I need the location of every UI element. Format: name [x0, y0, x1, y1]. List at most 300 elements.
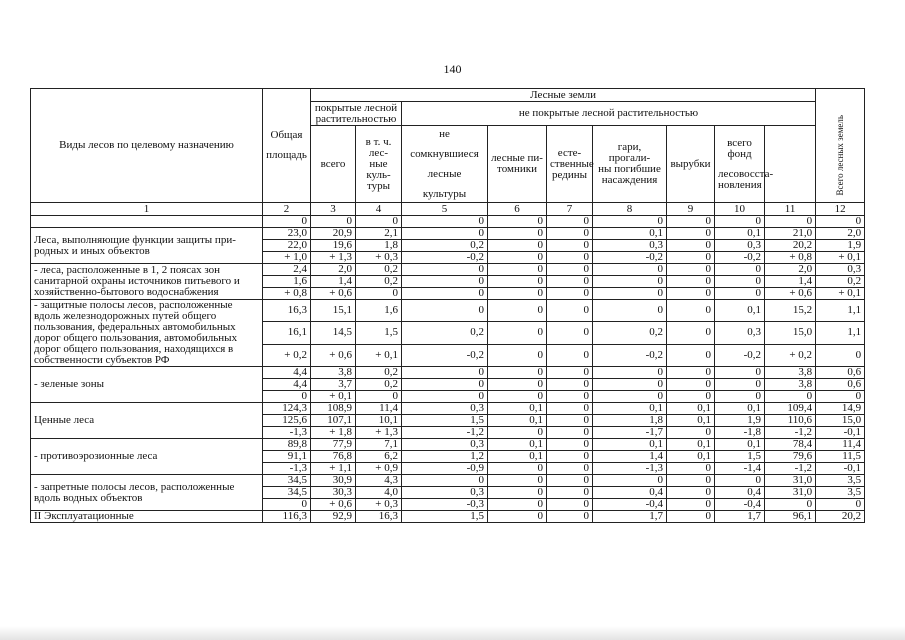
table-cell: 0 [488, 463, 547, 475]
table-cell: -1,2 [765, 463, 816, 475]
table-cell: 0 [488, 427, 547, 439]
table-cell: 19,6 [311, 240, 356, 252]
table-cell: 0,2 [816, 276, 865, 288]
row-group-name-line: санитарной охраны источников питьевого и [34, 275, 240, 287]
table-cell: 91,1 [263, 451, 311, 463]
column-number: 12 [816, 203, 865, 216]
table-cell: 0 [402, 216, 488, 228]
table-cell: 0 [667, 228, 715, 240]
table-cell: 22,0 [263, 240, 311, 252]
table-row [31, 403, 865, 415]
table-cell: 0 [263, 216, 311, 228]
table-cell: 0,1 [667, 403, 715, 415]
table-cell: + 0,1 [816, 288, 865, 300]
table-cell: + 0,9 [356, 463, 402, 475]
table-cell: 0 [667, 288, 715, 300]
table-cell: 1,4 [765, 276, 816, 288]
table-cell: 0 [402, 288, 488, 300]
table-cell: 16,3 [263, 300, 311, 322]
column-number: 7 [547, 203, 593, 216]
table-cell: 0 [488, 391, 547, 403]
table-cell: -1,8 [715, 427, 765, 439]
table-cell: 0,2 [402, 322, 488, 344]
table-cell: 0 [488, 276, 547, 288]
column-number-row [31, 203, 865, 216]
header-not-covered: не покрытые лесной растительностью [402, 102, 816, 126]
table-cell: 0 [547, 427, 593, 439]
table-cell: + 1,0 [263, 252, 311, 264]
table-cell: 0 [547, 240, 593, 252]
table-cell: 10,1 [356, 415, 402, 427]
table-cell: 0 [765, 216, 816, 228]
table-cell: 0,1 [715, 439, 765, 451]
table-cell: 31,0 [765, 475, 816, 487]
table-cell: 0 [402, 475, 488, 487]
table-cell: 0 [402, 228, 488, 240]
row-group-name-line: собственности субъектов РФ [34, 354, 170, 366]
header-forest-lands: Лесные земли [311, 89, 816, 102]
table-cell: 0 [667, 367, 715, 379]
table-cell: 0 [547, 288, 593, 300]
header-clearings: вырубки [667, 126, 715, 203]
table-cell: 89,8 [263, 439, 311, 451]
table-cell: 0 [356, 288, 402, 300]
table-cell: 0 [816, 344, 865, 366]
table-cell: 0 [547, 391, 593, 403]
header-kind: Виды лесов по целевому назначению [31, 89, 263, 203]
header-covered-total: всего [311, 126, 356, 203]
table-cell: 7,1 [356, 439, 402, 451]
table-cell: 0 [263, 499, 311, 511]
table-cell: 20,9 [311, 228, 356, 240]
table-cell: 0,6 [816, 379, 865, 391]
table-cell: 3,8 [765, 367, 816, 379]
table-row [31, 475, 865, 487]
table-cell: 34,5 [263, 487, 311, 499]
table-cell: 76,8 [311, 451, 356, 463]
table-cell: 0 [667, 300, 715, 322]
table-cell: 1,5 [402, 415, 488, 427]
table-cell: 0 [667, 391, 715, 403]
table-cell: 0 [547, 264, 593, 276]
table-cell: -0,1 [816, 427, 865, 439]
table-cell: 1,9 [715, 415, 765, 427]
row-group-name-line: Ценные леса [34, 414, 95, 426]
column-number: 6 [488, 203, 547, 216]
table-cell: 0 [547, 322, 593, 344]
table-cell: 14,5 [311, 322, 356, 344]
table-cell: 4,0 [356, 487, 402, 499]
table-cell: 15,0 [816, 415, 865, 427]
table-cell: 0,3 [715, 240, 765, 252]
table-cell: -1,7 [593, 427, 667, 439]
table-cell: 0,3 [402, 403, 488, 415]
table-cell: 0 [402, 391, 488, 403]
table-cell: + 0,2 [263, 344, 311, 366]
row-group-name-line: дорог общего пользования, находящихся в [34, 343, 234, 355]
table-cell: 0,1 [667, 415, 715, 427]
table-cell: 0 [667, 344, 715, 366]
table-cell: 16,1 [263, 322, 311, 344]
table-cell: -0,3 [402, 499, 488, 511]
table-cell: 1,5 [402, 511, 488, 523]
table-cell: 1,9 [816, 240, 865, 252]
table-cell: 107,1 [311, 415, 356, 427]
table-cell: -0,4 [715, 499, 765, 511]
table-cell: 2,0 [765, 264, 816, 276]
table-cell: 0,4 [593, 487, 667, 499]
table-cell: 0 [547, 451, 593, 463]
table-cell: + 0,3 [356, 499, 402, 511]
table-row [31, 367, 865, 379]
column-number: 8 [593, 203, 667, 216]
table-cell: 11,5 [816, 451, 865, 463]
empty-name-cell [31, 216, 263, 228]
table-cell: 0,2 [356, 276, 402, 288]
table-cell: 0 [547, 344, 593, 366]
table-cell: 0,1 [593, 439, 667, 451]
table-row [31, 439, 865, 451]
table-cell: 0 [715, 216, 765, 228]
table-row [31, 216, 865, 228]
table-cell: 77,9 [311, 439, 356, 451]
table-cell: 0 [765, 391, 816, 403]
table-cell: + 0,1 [816, 252, 865, 264]
table-cell: 108,9 [311, 403, 356, 415]
table-cell: 31,0 [765, 487, 816, 499]
table-cell: 21,0 [765, 228, 816, 240]
table-cell: -0,2 [402, 252, 488, 264]
table-cell: 1,4 [311, 276, 356, 288]
table-cell: 0,2 [593, 322, 667, 344]
table-cell: 0 [715, 367, 765, 379]
table-cell: + 0,6 [311, 499, 356, 511]
table-cell: 1,6 [263, 276, 311, 288]
table-cell: 0 [667, 499, 715, 511]
table-cell: 1,4 [593, 451, 667, 463]
table-cell: + 0,6 [765, 288, 816, 300]
row-group-name-line: пользования, федеральных автомобильных [34, 321, 236, 333]
table-cell: 0,1 [715, 228, 765, 240]
table-cell: 0 [488, 475, 547, 487]
table-cell: 0,1 [488, 415, 547, 427]
scan-shadow [0, 626, 905, 640]
table-cell: 34,5 [263, 475, 311, 487]
table-cell: 2,0 [816, 228, 865, 240]
table-cell: 0 [488, 367, 547, 379]
table-cell: + 0,8 [765, 252, 816, 264]
column-number: 2 [263, 203, 311, 216]
table-cell: 3,5 [816, 475, 865, 487]
table-cell: -1,3 [263, 463, 311, 475]
table-cell: 0 [488, 379, 547, 391]
table-cell: 3,7 [311, 379, 356, 391]
table-cell: 78,4 [765, 439, 816, 451]
table-cell: 0 [547, 367, 593, 379]
table-cell: 0 [547, 403, 593, 415]
table-cell: 0 [547, 439, 593, 451]
table-cell: 0,1 [488, 451, 547, 463]
table-cell: 0 [667, 379, 715, 391]
table-cell: 4,4 [263, 379, 311, 391]
table-row [31, 228, 865, 240]
table-cell: 0,1 [715, 300, 765, 322]
column-number: 9 [667, 203, 715, 216]
column-number: 5 [402, 203, 488, 216]
table-cell: 0 [547, 475, 593, 487]
table-cell: 0 [547, 228, 593, 240]
table-cell: 0 [715, 475, 765, 487]
table-cell: 0 [667, 511, 715, 523]
table-cell: 11,4 [816, 439, 865, 451]
table-cell: 0 [547, 276, 593, 288]
table-cell: + 0,8 [263, 288, 311, 300]
table-cell: 1,2 [402, 451, 488, 463]
table-cell: 0 [667, 252, 715, 264]
table-cell: 96,1 [765, 511, 816, 523]
table-cell: 0 [488, 322, 547, 344]
table-cell: 0,2 [356, 264, 402, 276]
table-cell: 30,9 [311, 475, 356, 487]
table-cell: 0 [667, 487, 715, 499]
table-cell: 0 [667, 322, 715, 344]
row-group-name-line: - зеленые зоны [34, 378, 104, 390]
table-cell: 0 [547, 379, 593, 391]
table-cell: 0,2 [356, 367, 402, 379]
table-cell: + 1,3 [311, 252, 356, 264]
table-body [31, 216, 865, 523]
table-cell: -1,3 [263, 427, 311, 439]
header-covered: покрытые лесной растительностью [311, 102, 402, 126]
table-cell: 0,3 [715, 322, 765, 344]
table-cell: 30,3 [311, 487, 356, 499]
table-cell: 0 [816, 391, 865, 403]
table-cell: + 0,1 [311, 391, 356, 403]
table-cell: + 0,6 [311, 344, 356, 366]
table-cell: 0 [667, 264, 715, 276]
table-cell: 0,2 [402, 240, 488, 252]
table-cell: 0 [816, 216, 865, 228]
table-cell: -0,4 [593, 499, 667, 511]
table-cell: 3,8 [311, 367, 356, 379]
table-cell: 3,8 [765, 379, 816, 391]
row-group-name [31, 475, 263, 511]
header-covered-cultures: в т. ч. лес- ные куль- туры [356, 126, 402, 203]
table-cell: 1,1 [816, 300, 865, 322]
table-cell: 0 [816, 499, 865, 511]
table-cell: 0 [715, 391, 765, 403]
table-cell: 0 [667, 427, 715, 439]
table-cell: 0 [263, 391, 311, 403]
table-cell: 0 [547, 487, 593, 499]
table-cell: 0 [593, 288, 667, 300]
table-cell: + 0,2 [765, 344, 816, 366]
table-cell: 0 [488, 300, 547, 322]
table-cell: 0,1 [715, 403, 765, 415]
table-cell: 0 [593, 367, 667, 379]
table-cell: 0,4 [715, 487, 765, 499]
table-cell: 1,8 [356, 240, 402, 252]
table-cell: 0 [667, 463, 715, 475]
column-number: 11 [765, 203, 816, 216]
row-group-name-line: вдоль водных объектов [34, 491, 143, 504]
table-cell: 15,1 [311, 300, 356, 322]
table-cell: 0,3 [593, 240, 667, 252]
table-cell: + 1,3 [356, 427, 402, 439]
table-cell: 1,6 [356, 300, 402, 322]
table-cell: 92,9 [311, 511, 356, 523]
table-cell: 4,4 [263, 367, 311, 379]
table-cell: 0 [402, 379, 488, 391]
table-cell: 0,1 [667, 451, 715, 463]
table-cell: 14,9 [816, 403, 865, 415]
table-row [31, 264, 865, 276]
table-cell: 0 [593, 379, 667, 391]
table-cell: 110,6 [765, 415, 816, 427]
table-cell: 0 [715, 264, 765, 276]
table-cell: 2,0 [311, 264, 356, 276]
table-cell: + 0,1 [356, 344, 402, 366]
forest-area-table [30, 88, 865, 523]
header-total-area: Общая площадь [263, 89, 311, 203]
table-cell: + 0,6 [311, 288, 356, 300]
row-group-name-line: - противоэрозионные леса [34, 450, 158, 462]
column-number: 1 [31, 203, 263, 216]
table-cell: -0,2 [593, 344, 667, 366]
table-cell: 6,2 [356, 451, 402, 463]
row-group-name [31, 439, 263, 475]
table-cell: 0,1 [488, 403, 547, 415]
table-cell: 0 [593, 276, 667, 288]
table-cell: 1,8 [593, 415, 667, 427]
table-cell: 0 [488, 487, 547, 499]
table-cell: -0,2 [715, 344, 765, 366]
table-cell: 0 [715, 288, 765, 300]
table-cell: -0,9 [402, 463, 488, 475]
row-group-name-line: - защитные полосы лесов, расположенные [34, 299, 233, 311]
table-cell: 15,0 [765, 322, 816, 344]
row-group-name [31, 367, 263, 403]
row-group-name [31, 228, 263, 264]
table-cell: 0 [715, 276, 765, 288]
table-cell: 1,7 [593, 511, 667, 523]
header-burnt: гари, прогали- ны погибшие насаждения [593, 126, 667, 203]
header-reforest-fund: всего фонд лесовосста- новления [715, 126, 765, 203]
table-cell: 1,5 [356, 322, 402, 344]
table-cell: 0 [547, 511, 593, 523]
table-cell: 0 [488, 344, 547, 366]
row-group-name [31, 403, 263, 439]
table-cell: 23,0 [263, 228, 311, 240]
row-group-name-line: хозяйственно-бытового водоснабжения [34, 286, 219, 298]
row-group-name-line: вдоль железнодорожных путей общего [34, 310, 217, 322]
table-cell: 0 [488, 511, 547, 523]
row-group-name: II Эксплуатационные [31, 511, 263, 523]
table-cell: 0 [488, 499, 547, 511]
table-cell: 2,4 [263, 264, 311, 276]
header-total-forest: Всего лесных земель [816, 89, 865, 203]
table-cell: -1,4 [715, 463, 765, 475]
row-group-name [31, 264, 263, 300]
table-cell: 125,6 [263, 415, 311, 427]
table-row [31, 300, 865, 322]
table-cell: -0,2 [593, 252, 667, 264]
table-cell: -0,2 [715, 252, 765, 264]
row-group-name [31, 300, 263, 367]
table-cell: 0 [488, 240, 547, 252]
header-natural-sparse: есте- ственные редины [547, 126, 593, 203]
table-cell: 0,2 [356, 379, 402, 391]
table-cell: 20,2 [765, 240, 816, 252]
table-row [31, 511, 865, 523]
table-cell: 0 [667, 276, 715, 288]
table-cell: 0 [488, 264, 547, 276]
row-group-name-line: - запретные полосы лесов, расположенные [34, 480, 235, 493]
table-cell: 109,4 [765, 403, 816, 415]
table-cell: 3,5 [816, 487, 865, 499]
table-cell: 11,4 [356, 403, 402, 415]
table-cell: 0 [667, 216, 715, 228]
table-cell: + 0,3 [356, 252, 402, 264]
row-group-name-line: - леса, расположенные в 1, 2 поясах зон [34, 264, 221, 276]
header-unclosed-cultures: не сомкнувшиеся лесные культуры [402, 126, 488, 203]
table-cell: 0,1 [667, 439, 715, 451]
table-cell: 116,3 [263, 511, 311, 523]
table-cell: 0 [356, 216, 402, 228]
table-cell: 16,3 [356, 511, 402, 523]
header-nurseries: лесные пи- томники [488, 126, 547, 203]
table-cell: 0 [547, 300, 593, 322]
table-cell: 0 [547, 415, 593, 427]
table-cell: 0 [715, 379, 765, 391]
table-cell: -1,2 [765, 427, 816, 439]
table-cell: 4,3 [356, 475, 402, 487]
table-cell: 0,1 [593, 403, 667, 415]
row-group-name-line: Леса, выполняющие функции защиты при- [34, 233, 236, 246]
table-cell: 0 [488, 252, 547, 264]
table-cell: 0 [547, 463, 593, 475]
table-cell: 1,1 [816, 322, 865, 344]
table-cell: 0 [547, 216, 593, 228]
table-cell: 0 [402, 264, 488, 276]
table-cell: 0 [667, 240, 715, 252]
table-cell: -1,3 [593, 463, 667, 475]
table-cell: -0,2 [402, 344, 488, 366]
column-number: 3 [311, 203, 356, 216]
column-number: 4 [356, 203, 402, 216]
table-cell: + 1,1 [311, 463, 356, 475]
table-cell: 0,3 [402, 487, 488, 499]
table-cell: 0 [765, 499, 816, 511]
table-cell: 0,3 [402, 439, 488, 451]
table-cell: -0,1 [816, 463, 865, 475]
table-cell: 1,5 [715, 451, 765, 463]
table-cell: 0 [402, 276, 488, 288]
table-cell: 0 [402, 300, 488, 322]
table-cell: 1,7 [715, 511, 765, 523]
table-cell: 124,3 [263, 403, 311, 415]
table-cell: 0 [593, 391, 667, 403]
table-cell: + 1,8 [311, 427, 356, 439]
table-cell: 0 [488, 216, 547, 228]
table-cell: 0 [356, 391, 402, 403]
table-cell: 0 [547, 252, 593, 264]
table-cell: 20,2 [816, 511, 865, 523]
table-cell: 0 [402, 367, 488, 379]
table-cell: 0 [488, 228, 547, 240]
table-cell: 0 [593, 475, 667, 487]
table-cell: 0 [547, 499, 593, 511]
